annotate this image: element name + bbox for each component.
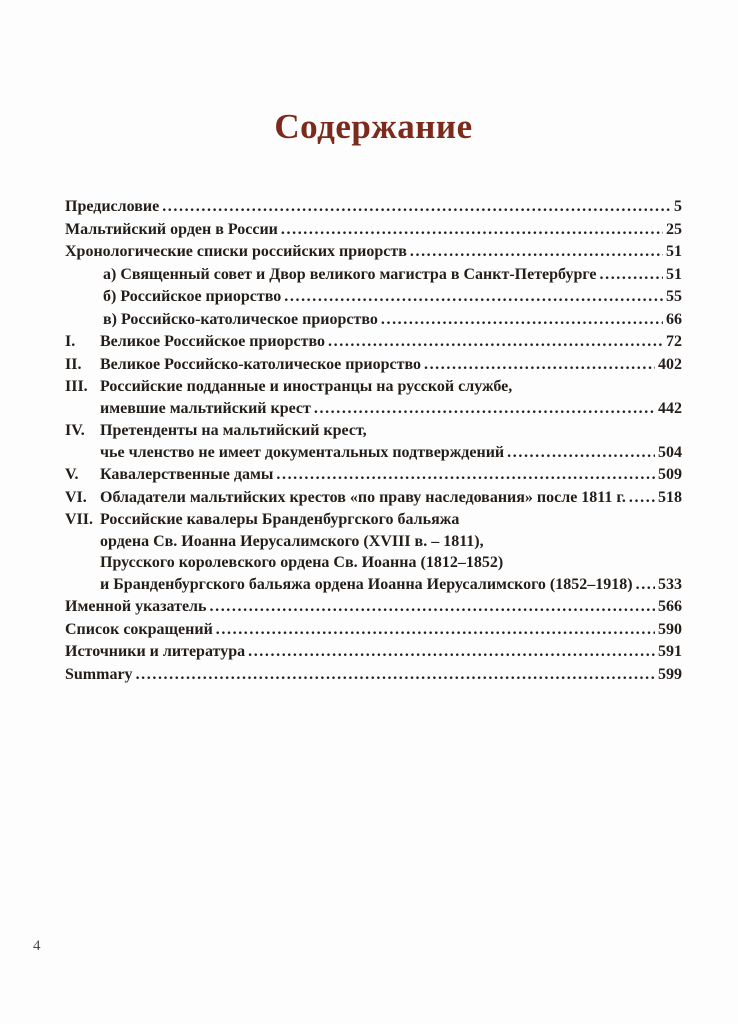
toc-entry <box>65 509 682 595</box>
toc-entry-title: и Бранденбургского бальяжа ордена Иоанна Иерусалимского (1852–1918) <box>100 575 633 593</box>
toc-entry-number: I. <box>65 333 76 350</box>
toc-entry-title: Предисловие <box>65 198 160 215</box>
dot-leader <box>314 398 655 420</box>
toc-entry-title: Обладатели мальтийских крестов «по праву наследования» после 1811 г. <box>100 488 626 506</box>
toc-entry <box>65 264 682 286</box>
dot-leader <box>600 264 664 286</box>
dot-leader <box>136 664 655 686</box>
toc-entry <box>65 664 682 686</box>
toc-entry <box>65 331 682 353</box>
dot-leader <box>629 487 655 509</box>
page-number: 4 <box>33 938 41 954</box>
toc-entry-page: 590 <box>658 620 682 638</box>
toc-entry-line <box>100 331 682 353</box>
toc-entry-page: 599 <box>658 665 682 683</box>
toc-entry-number: VII. <box>65 511 94 528</box>
toc-entry-page: 51 <box>666 243 682 260</box>
toc-entry-line <box>100 464 682 486</box>
toc-entry-title: Источники и литература <box>65 643 246 660</box>
toc-entry-page: 442 <box>658 399 682 417</box>
dot-leader <box>507 442 655 464</box>
toc-entry <box>65 241 682 263</box>
toc-entry <box>65 420 682 463</box>
dot-leader <box>281 219 663 241</box>
toc-entry-title: б) Российское приорство <box>103 288 282 305</box>
toc-entry-number: V. <box>65 466 79 483</box>
toc-entry-page: 518 <box>658 488 682 506</box>
toc-entry-number: VI. <box>65 488 87 506</box>
toc-entry-line <box>65 596 682 618</box>
dot-leader <box>248 641 655 663</box>
toc-entry-title: а) Священный совет и Двор великого магистра в Санкт-Петербурге <box>103 265 597 283</box>
toc-entry <box>65 376 682 419</box>
toc-entry-line <box>103 309 682 331</box>
toc-entry-line <box>100 574 682 596</box>
toc-entry-title: Именной указатель <box>65 598 207 615</box>
toc-entry-page: 51 <box>666 265 682 283</box>
toc-entry-line <box>100 398 682 420</box>
dot-leader <box>381 309 663 331</box>
dot-leader <box>210 596 656 618</box>
toc-entry-title: в) Российско-католическое приорство <box>103 310 378 328</box>
toc-entry-title: Мальтийский орден в России <box>65 220 278 238</box>
toc-entry-number: IV. <box>65 422 85 439</box>
toc-entry <box>65 487 682 509</box>
table-of-contents <box>65 196 682 686</box>
toc-entry-page: 72 <box>666 333 682 350</box>
toc-entry-page: 566 <box>658 598 682 615</box>
toc-entry-page: 66 <box>666 310 682 328</box>
toc-entry-line <box>65 196 682 218</box>
toc-entry-page: 504 <box>658 443 682 461</box>
toc-entry-number: II. <box>65 355 82 373</box>
dot-leader <box>216 619 655 641</box>
toc-entry <box>65 619 682 641</box>
toc-entry <box>65 196 682 218</box>
toc-entry <box>65 641 682 663</box>
toc-entry-line <box>65 664 682 686</box>
toc-entry-page: 509 <box>658 466 682 483</box>
toc-entry <box>65 596 682 618</box>
toc-entry-page: 5 <box>674 198 682 215</box>
toc-entry <box>65 354 682 376</box>
dot-leader <box>424 354 655 376</box>
toc-entry-line <box>103 264 682 286</box>
toc-entry <box>65 464 682 486</box>
toc-entry <box>65 309 682 331</box>
dot-leader <box>328 331 663 353</box>
toc-entry-title: чье членство не имеет документальных подтверждений <box>100 443 505 461</box>
toc-entry-line <box>100 487 682 509</box>
toc-entry-title: Кавалерственные дамы <box>100 466 274 483</box>
toc-entry-page: 55 <box>666 288 682 305</box>
page-title: Содержание <box>274 107 473 146</box>
toc-entry-line <box>65 219 682 241</box>
toc-entry-line: Претенденты на мальтийский крест, <box>100 422 367 439</box>
toc-entry-page: 591 <box>658 643 682 660</box>
toc-entry-line <box>65 619 682 641</box>
toc-entry-line <box>100 354 682 376</box>
toc-entry-title: Великое Российское приорство <box>100 333 326 350</box>
toc-entry-line: Российские подданные и иностранцы на русской службе, <box>100 378 513 395</box>
toc-entry-page: 402 <box>658 355 682 373</box>
toc-entry-title: Великое Российско-католическое приорство <box>100 355 421 373</box>
dot-leader <box>162 196 671 218</box>
toc-entry-line <box>103 286 682 308</box>
dot-leader <box>410 241 663 263</box>
toc-entry-line <box>100 442 682 464</box>
toc-entry <box>65 286 682 308</box>
toc-entry-line: Прусского королевского ордена Св. Иоанна (1812–1852) <box>100 554 504 571</box>
toc-entry-title: Хронологические списки российских приорств <box>65 243 407 260</box>
toc-entry-title: имевшие мальтийский крест <box>100 399 311 417</box>
toc-entry-line: ордена Св. Иоанна Иерусалимского (XVIII в. – 1811), <box>100 532 484 550</box>
dot-leader <box>284 286 663 308</box>
toc-entry-line <box>65 641 682 663</box>
toc-entry-page: 533 <box>658 575 682 593</box>
toc-entry-page: 25 <box>666 220 682 238</box>
toc-entry-title: Список сокращений <box>65 620 213 638</box>
toc-entry-line: Российские кавалеры Бранденбургского бальяжа <box>100 511 460 528</box>
toc-entry-line <box>65 241 682 263</box>
toc-entry <box>65 219 682 241</box>
toc-entry-number: III. <box>65 378 88 395</box>
dot-leader <box>636 574 655 596</box>
toc-entry-title: Summary <box>65 665 133 683</box>
dot-leader <box>276 464 655 486</box>
